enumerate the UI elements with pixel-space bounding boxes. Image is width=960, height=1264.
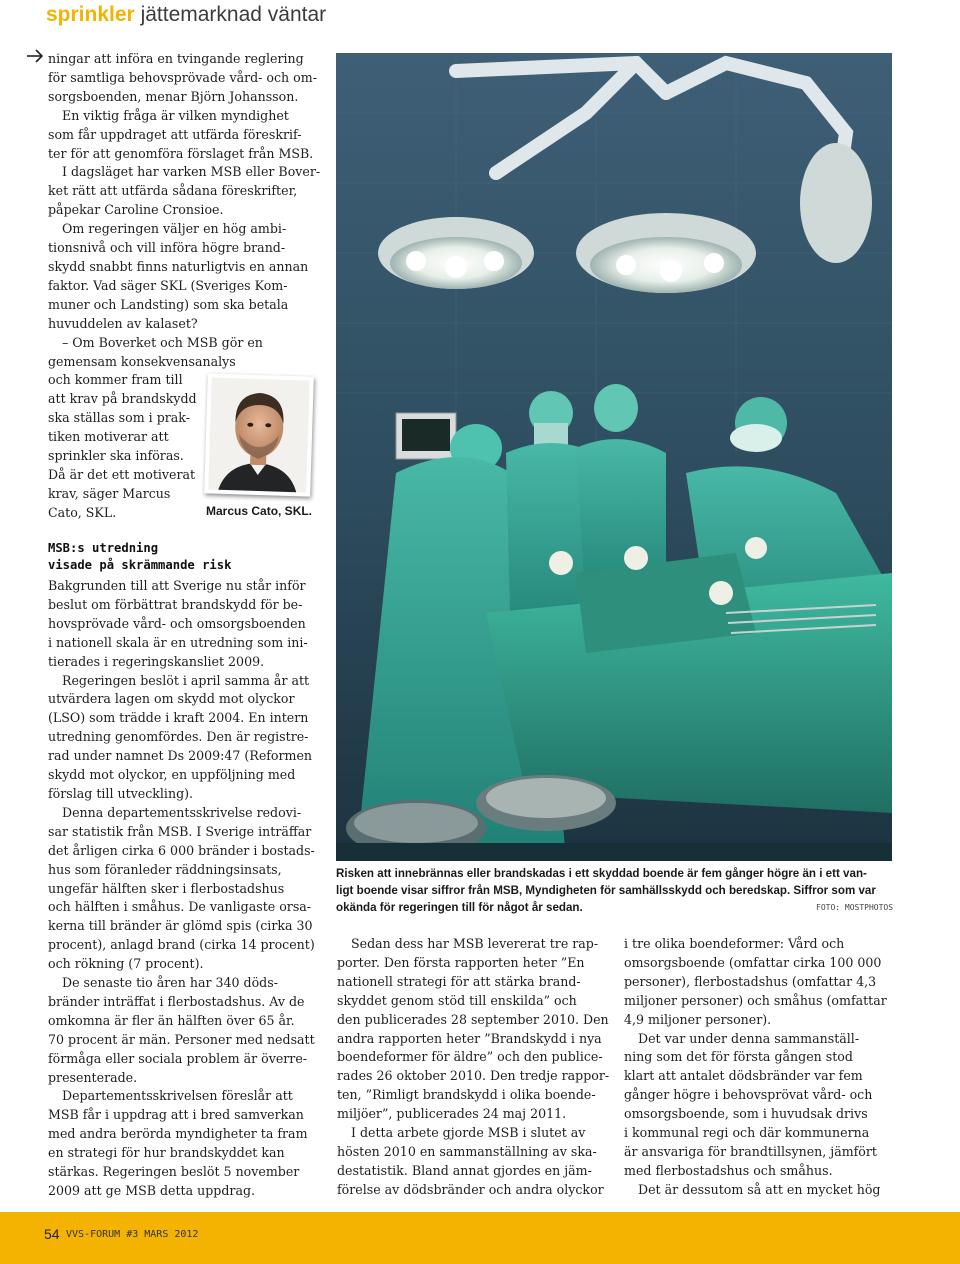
text-line: med flerbostadshus och småhus. [624,1162,833,1178]
text-line: Regeringen beslöt i april samma år att [62,672,310,688]
text-line: omsorgsboende, som i huvudsak drivs [624,1106,868,1122]
portrait-photo [204,373,314,496]
header-title: jättemarknad väntar [140,3,327,26]
text-line: nationell strategi för att stärka brand- [337,973,581,989]
text-line: det årligen cirka 6 000 bränder i bostads- [48,842,315,858]
text-line: klart att antalet dödsbränder var fem [624,1068,863,1084]
text-line: ten, ”Rimligt brandskydd i olika boende- [337,1087,596,1103]
text-line: hösten 2010 en sammanställning av ska- [337,1143,597,1159]
text-line: för samtliga behovsprövade vård- och om- [48,69,317,85]
text-line: Det är dessutom så att en mycket hög [638,1181,881,1197]
text-line: i kommunal regi och där kommunerna [624,1125,870,1141]
text-line: porter. Den första rapporten heter ”En [337,954,585,970]
text-line: stärkas. Regeringen beslöt 5 november [48,1164,300,1180]
subheading-line-2: visade på skrämmande risk [48,558,232,572]
text-line: miljoner personer) och småhus (omfattar [624,992,887,1008]
text-line: och rökning (7 procent). [48,956,204,972]
header-keyword: sprinkler [46,3,135,26]
text-line: andra rapporten heter ”Brandskydd i nya [337,1030,602,1046]
text-line: beslut om förbättrat brandskydd för be- [48,596,303,612]
text-line: gemensam konsekvensanalys [48,353,236,369]
text-line: tierades i regeringskansliet 2009. [48,653,265,669]
text-line: rad under namnet Ds 2009:47 (Reformen [48,748,313,764]
text-line: sprinkler ska införas. [48,448,184,464]
text-line: omkomna är fler än hälften över 65 år. [48,1012,295,1028]
surgery-photo [336,53,892,861]
text-line: I dagsläget har varken MSB eller Bover- [62,164,321,180]
text-line: – Om Boverket och MSB gör en [62,334,263,350]
text-line: huvuddelen av kalaset? [48,315,198,331]
text-line: i tre olika boendeformer: Vård och [624,936,845,951]
text-line: som får uppdraget att utfärda föreskrif- [48,126,302,142]
text-line: ningar att införa en tvingande reglering [48,51,304,66]
text-line: gånger högre i behovsprövat vård- och [624,1087,873,1103]
text-line: utvärdera lagen om skydd mot olyckor [48,691,295,707]
text-line: De senaste tio åren har 340 döds- [62,975,278,991]
text-line: boendeformer för äldre” och den publice- [337,1049,603,1065]
text-line: procent), anlagd brand (cirka 14 procent) [48,937,315,953]
text-line: tiken motiverar att [48,429,169,445]
text-line: ning som det för första gången stod [624,1049,853,1065]
text-line: personer), flerbostadshus (omfattar 4,3 [624,973,877,989]
text-line: skydd snabbt finns naturligtvis en annan [48,258,309,274]
text-line: ska ställas som i prak- [48,410,190,426]
text-line: Bakgrunden till att Sverige nu står inför [48,578,306,593]
text-line: den publicerades 28 september 2010. Den [337,1011,609,1027]
text-line: ter för att genomföra förslaget från MSB. [48,145,314,161]
subheading [48,540,231,574]
text-line: omsorgsboende (omfattar cirka 100 000 [624,954,882,970]
text-line: Då är det ett motiverat [48,466,196,482]
text-line: MSB får i uppdrag att i bred samverkan [48,1107,304,1123]
text-line: hus som föranleder räddningsinsats, [48,861,282,877]
text-line: sorgsboenden, menar Björn Johansson. [48,88,299,104]
text-line: ungefär hälften sker i flerbostadshus [48,880,285,896]
text-line: miljöer”, publicerades 24 maj 2011. [337,1106,567,1122]
page-number: 54 [44,1226,60,1242]
text-line: att krav på brandskydd [48,391,197,407]
text-line: 70 procent är män. Personer med nedsatt [48,1031,315,1047]
text-line: presenterade. [48,1069,138,1085]
section-header [46,2,326,28]
text-line: och hälften i småhus. De vanligaste orsa- [48,899,312,915]
text-line: skyddet genom stöd till enskilda” och [337,992,577,1008]
text-line: skydd mot olyckor, en uppföljning med [48,767,296,783]
caption-line-2: ligt boende visar siffror från MSB, Myndigheten för samhällsskydd och beredskap. Siffror som var [336,884,876,897]
text-line: Om regeringen väljer en hög ambi- [62,221,287,237]
text-line: Det var under denna sammanställ- [638,1030,860,1046]
column-3-text [624,935,887,1200]
column-2-text [337,935,609,1200]
text-line: Departementsskrivelsen föreslår att [62,1088,293,1104]
text-line: Denna departementsskrivelse redovi- [62,804,302,820]
arrow-right-icon [26,48,44,64]
text-line: faktor. Vad säger SKL (Sveriges Kom- [48,277,288,293]
text-line: muner och Landsting) som ska betala [48,296,289,312]
text-line: destatistik. Bland annat gjordes en jäm- [337,1162,592,1178]
text-line: och kommer fram till [48,372,183,388]
text-line: bränder inträffat i flerbostadshus. Av de [48,993,305,1009]
text-line: kerna till bränder är glömd spis (cirka 30 [48,918,313,934]
text-line: påpekar Caroline Cronsioe. [48,202,224,218]
text-line: ket rätt att utfärda sådana föreskrifter, [48,183,298,199]
text-line: krav, säger Marcus [48,485,171,501]
text-line: är ansvariga för brandtillsynen, jämfört [624,1143,877,1159]
text-line: I detta arbete gjorde MSB i slutet av [351,1125,586,1141]
caption-line-3: okända för regeringen till för något år sedan. [336,901,583,914]
portrait-caption: Marcus Cato, SKL. [206,504,313,518]
text-line: tionsnivå och vill införa högre brand- [48,240,286,256]
photo-credit: FOTO: MOSTPHOTOS [816,903,894,912]
text-line: Sedan dess har MSB levererat tre rap- [351,936,599,951]
text-line: förelse av dödsbränder och andra olyckor [337,1181,604,1197]
text-line: en strategi för hur brandskyddet kan [48,1145,285,1161]
text-line: 4,9 miljoner personer). [624,1011,772,1027]
text-line: förslag till utveckling). [48,785,194,801]
magazine-issue: VVS-FORUM #3 MARS 2012 [66,1229,199,1240]
text-line: 2009 att ge MSB detta uppdrag. [48,1183,256,1198]
column-1b-text [48,577,315,1201]
text-line: med andra berörda myndigheter ta fram [48,1126,308,1142]
subheading-line-1: MSB:s utredning [48,541,159,555]
text-line: utredning genomfördes. Den är registre- [48,729,309,745]
text-line: hovsprövade vård- och omsorgsboenden [48,615,306,631]
text-line: rades 26 oktober 2010. Den tredje rappor- [337,1068,610,1084]
text-line: (LSO) som trädde i kraft 2004. En intern [48,710,309,726]
photo-caption [336,865,896,916]
text-line: Cato, SKL. [48,504,117,520]
text-line: i nationell skala är en utredning som ini- [48,634,308,650]
text-line: En viktig fråga är vilken myndighet [62,107,289,123]
text-line: förmåga eller sociala problem är överre- [48,1050,308,1066]
caption-line-1: Risken att innebrännas eller brandskadas i ett skyddad boende är fem gånger högre än i ett van- [336,867,867,880]
text-line: sar statistik från MSB. I Sverige inträffar [48,823,312,839]
